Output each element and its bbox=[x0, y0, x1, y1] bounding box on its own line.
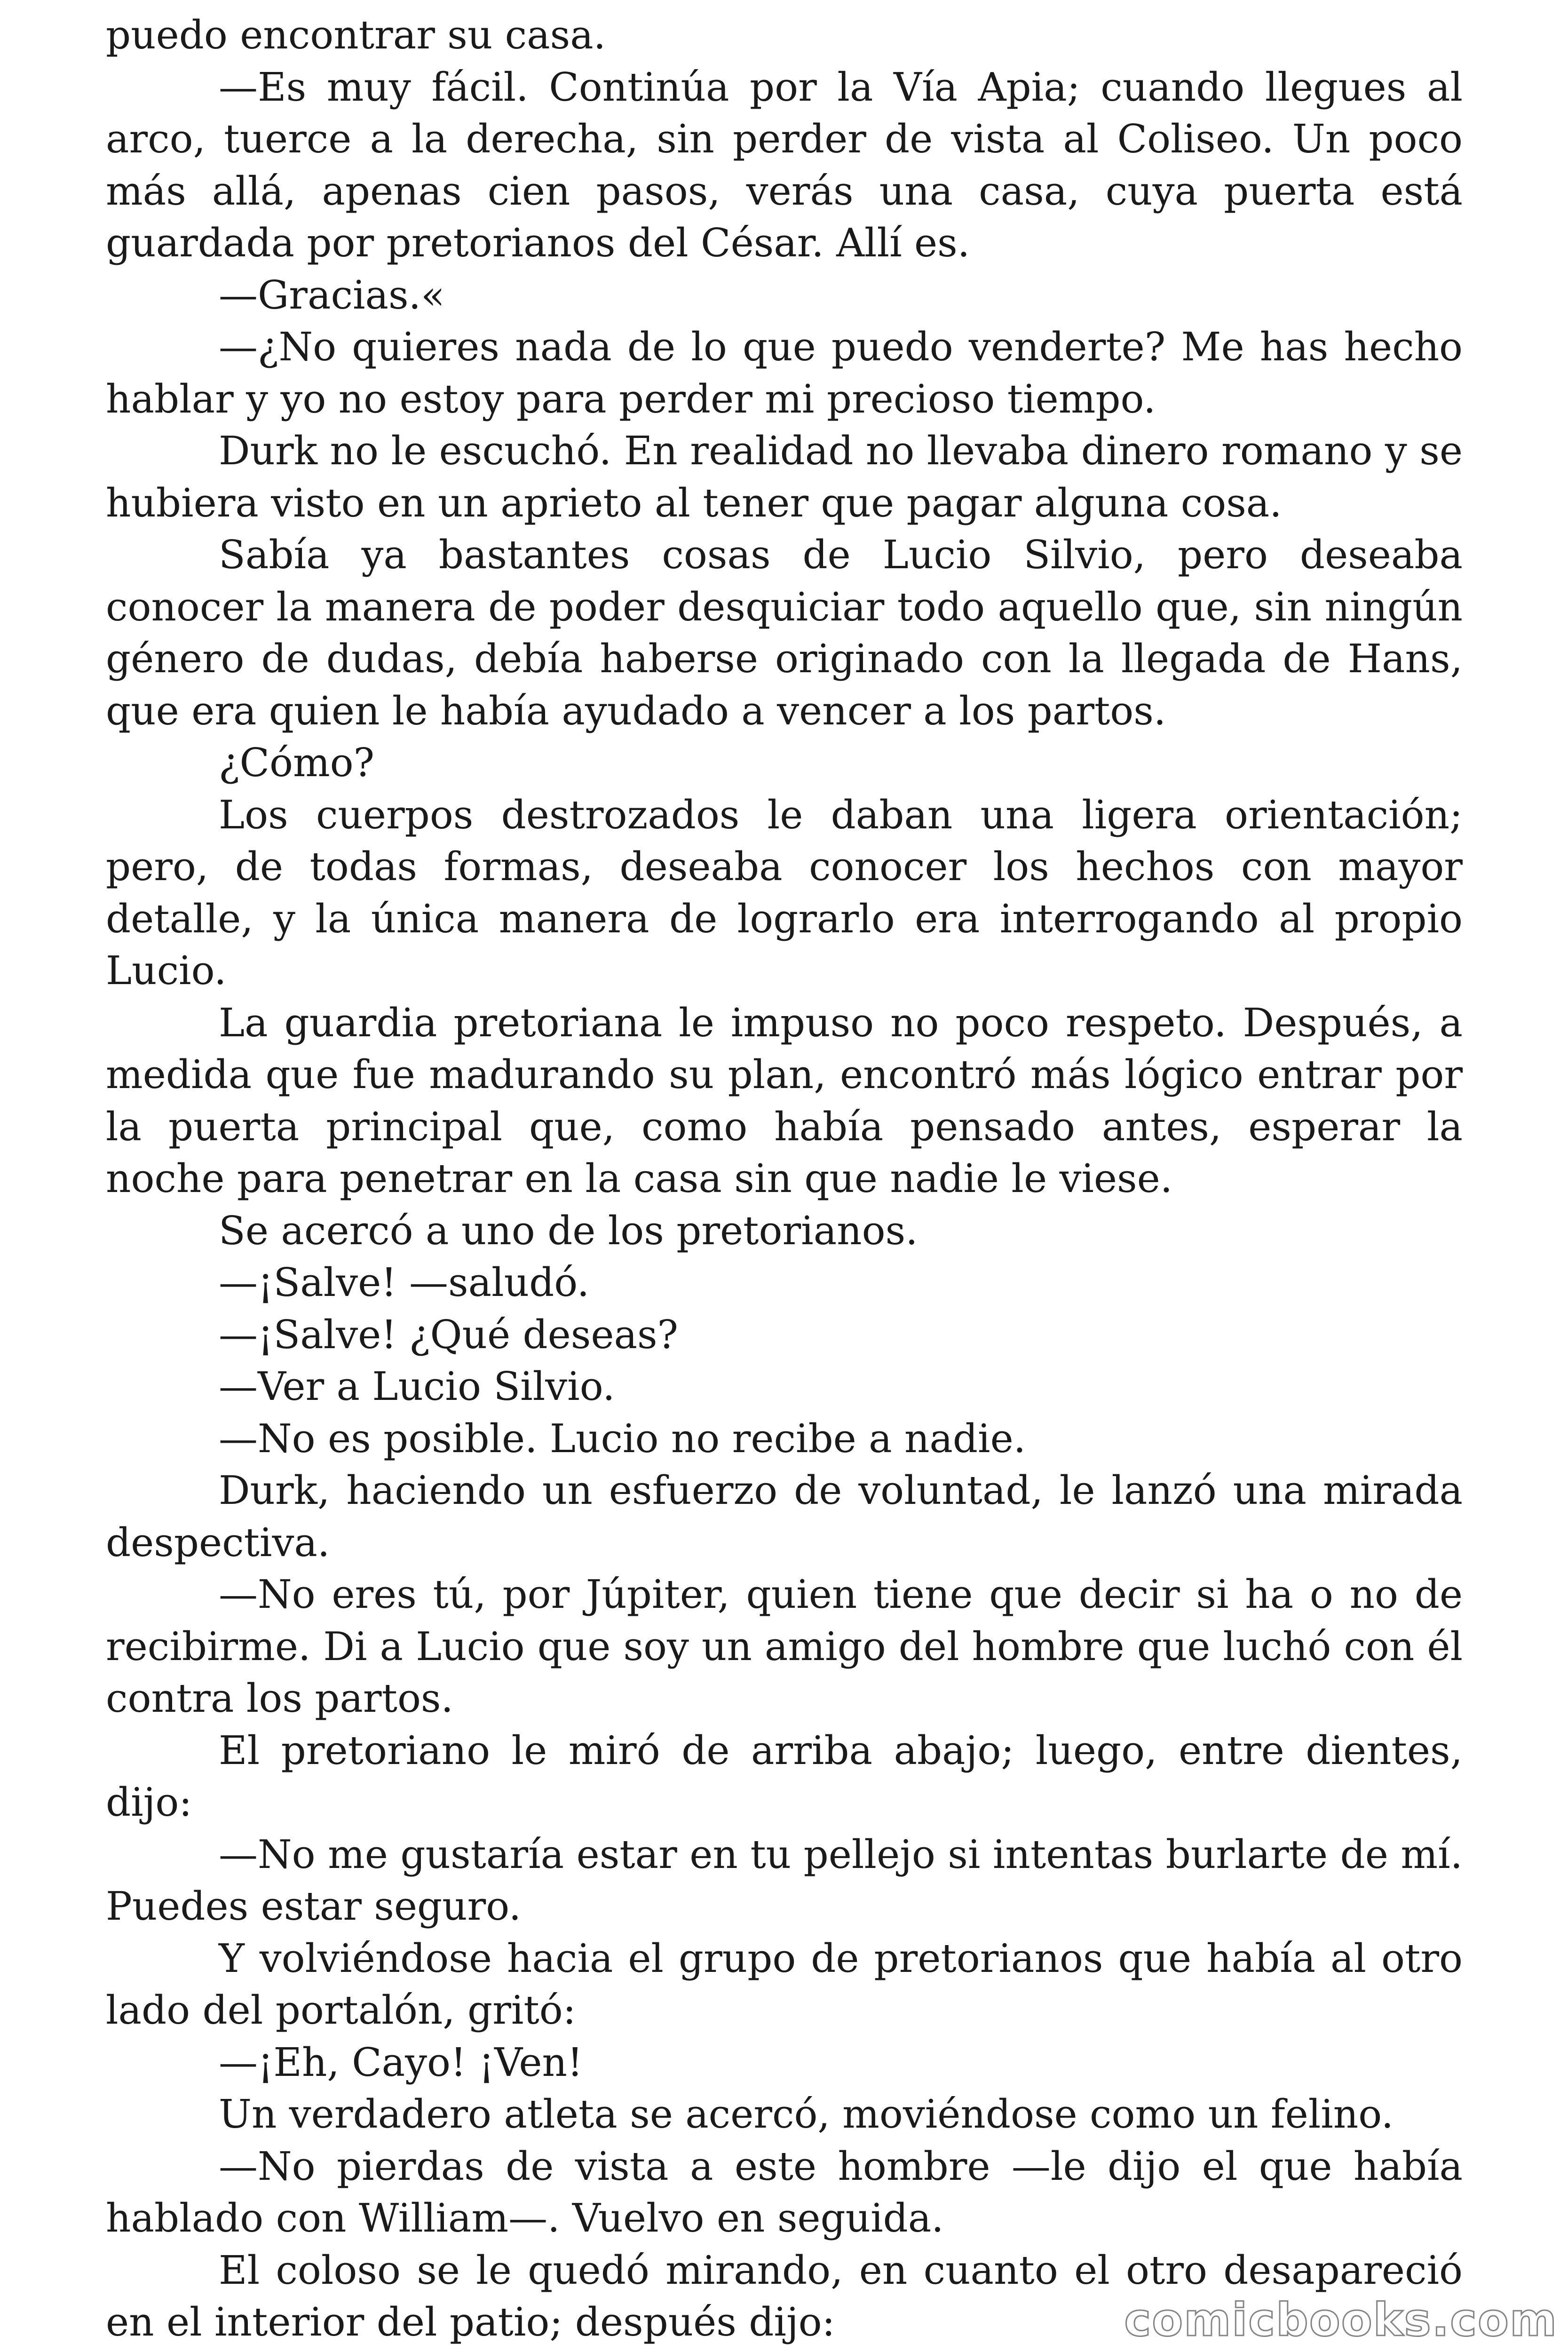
paragraph: Los cuerpos destrozados le daban una ligera orientación; pero, de todas formas, deseaba conocer los hechos con mayor detalle, y la única manera de lograrlo era interrogando al propio Lucio. bbox=[106, 792, 1463, 993]
watermark: comicbooks.com bbox=[1124, 2294, 1558, 2346]
paragraph: —Es muy fácil. Continúa por la Vía Apia; cuando llegues al arco, tuerce a la derecha, sin perder de vista al Coliseo. Un poco más allá, apenas cien pasos, verás una casa, cuya puerta está guardada por pretorianos del César. Allí es. bbox=[106, 64, 1463, 266]
paragraph: ¿Cómo? bbox=[219, 740, 375, 786]
paragraph: Un verdadero atleta se acercó, moviéndose como un felino. bbox=[219, 2091, 1394, 2137]
paragraph: —Gracias.« bbox=[219, 272, 445, 318]
paragraph: El pretoriano le miró de arriba abajo; luego, entre dientes, dijo: bbox=[106, 1727, 1463, 1825]
paragraph: —No eres tú, por Júpiter, quien tiene que decir si ha o no de recibirme. Di a Lucio que soy un amigo del hombre que luchó con él contra los partos. bbox=[106, 1572, 1463, 1721]
paragraph: —Ver a Lucio Silvio. bbox=[219, 1364, 615, 1409]
paragraph: puedo encontrar su casa. bbox=[106, 12, 606, 58]
paragraph: —No es posible. Lucio no recibe a nadie. bbox=[219, 1415, 1026, 1462]
paragraph: Se acercó a uno de los pretorianos. bbox=[219, 1208, 918, 1254]
paragraph: Sabía ya bastantes cosas de Lucio Silvio, pero deseaba conocer la manera de poder desquiciar todo aquello que, sin ningún género de dudas, debía haberse originado con la llegada de Hans, que era quien le había ayudado a vencer a los partos. bbox=[106, 532, 1463, 734]
paragraph: Y volviéndose hacia el grupo de pretorianos que había al otro lado del portalón, gritó: bbox=[106, 1935, 1463, 2033]
paragraph: —No pierdas de vista a este hombre —le dijo el que había hablado con William—. Vuelvo en seguida. bbox=[106, 2143, 1463, 2241]
paragraph: —No me gustaría estar en tu pellejo si intentas burlarte de mí. Puedes estar seguro. bbox=[106, 1831, 1463, 1929]
page-body bbox=[106, 9, 1463, 2352]
paragraph: —¡Salve! —saludó. bbox=[219, 1260, 590, 1305]
paragraph: Durk no le escuchó. En realidad no llevaba dinero romano y se hubiera visto en un aprieto al tener que pagar alguna cosa. bbox=[106, 428, 1463, 526]
paragraph: La guardia pretoriana le impuso no poco respeto. Después, a medida que fue madurando su plan, encontró más lógico entrar por la puerta principal que, como había pensado antes, esperar la noche para penetrar en la casa sin que nadie le viese. bbox=[106, 1000, 1463, 1201]
paragraph: —¡Eh, Cayo! ¡Ven! bbox=[219, 2039, 583, 2085]
paragraph: El coloso se le quedó mirando, en cuanto el otro desapareció en el interior del patio; después dijo: bbox=[106, 2247, 1463, 2345]
paragraph: —¿No quieres nada de lo que puedo venderte? Me has hecho hablar y yo no estoy para perder mi precioso tiempo. bbox=[106, 324, 1463, 422]
paragraph bbox=[106, 2349, 1463, 2352]
paragraph: Durk, haciendo un esfuerzo de voluntad, le lanzó una mirada despectiva. bbox=[106, 1468, 1463, 1565]
paragraph: —¡Salve! ¿Qué deseas? bbox=[219, 1311, 679, 1358]
